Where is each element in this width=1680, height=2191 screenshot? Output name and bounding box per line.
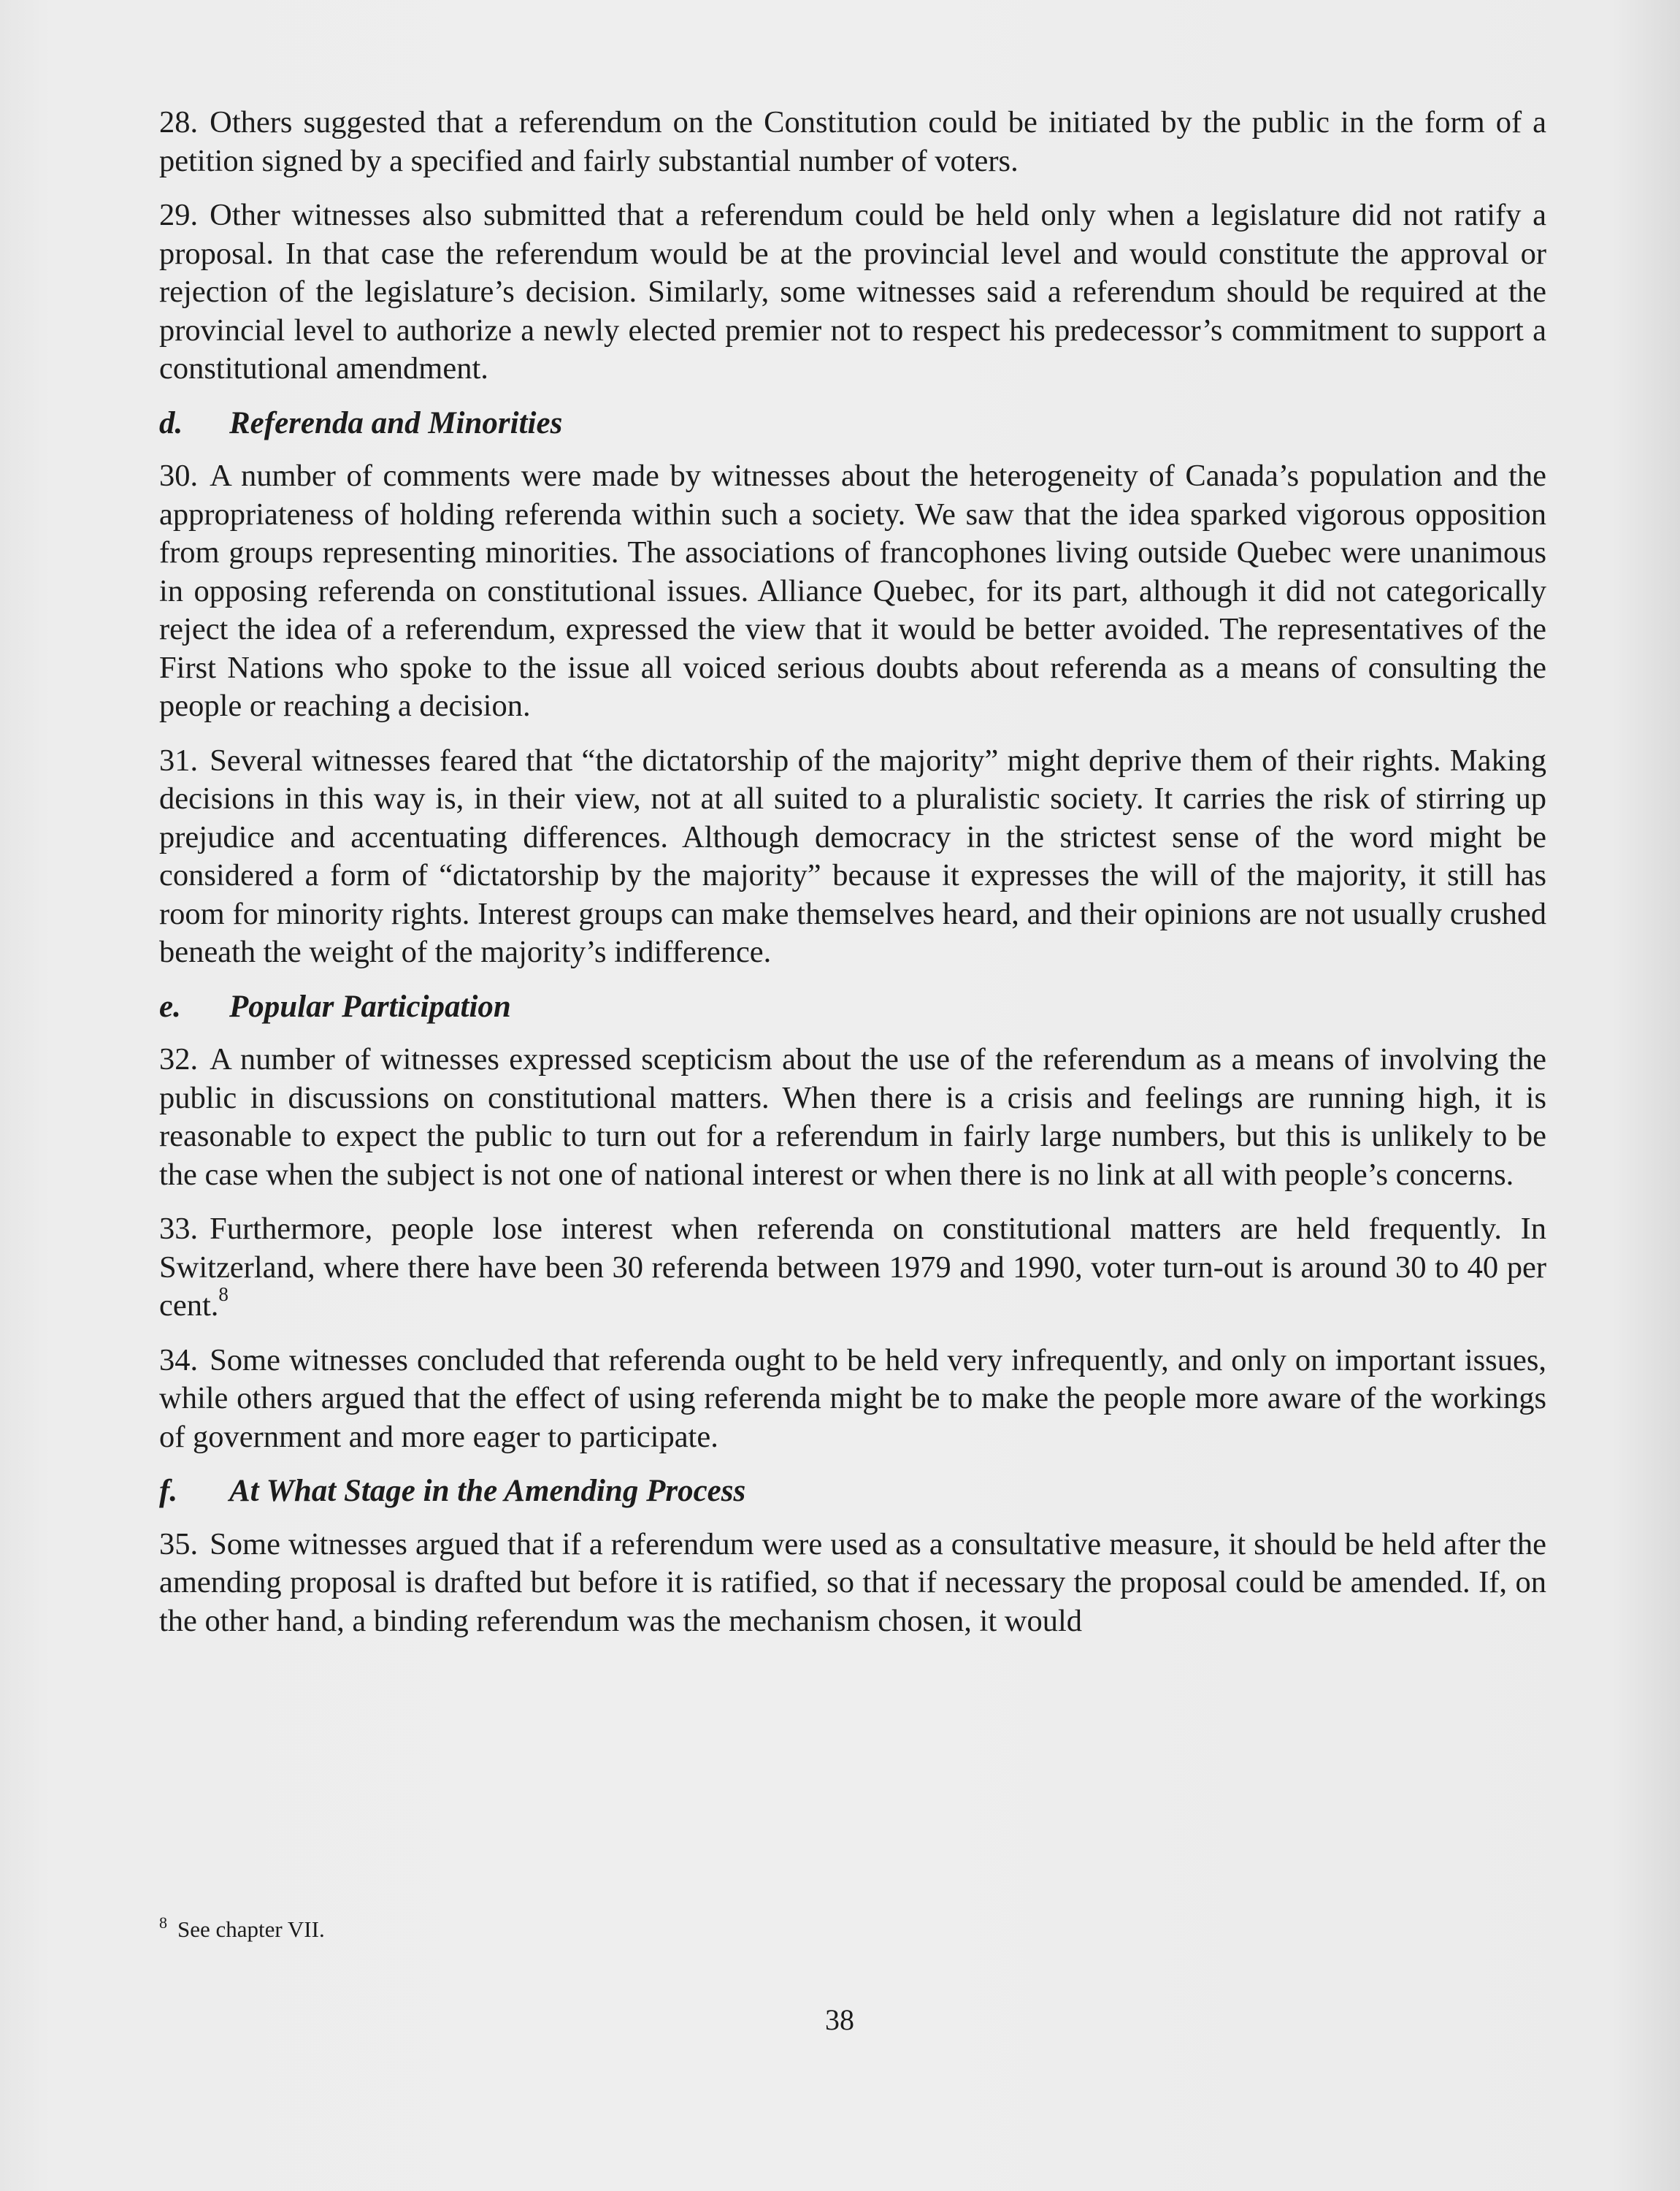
paragraph-text: Some witnesses concluded that referenda ought to be held very infrequently, and only on important issues, while others argued that the effect of using referenda might be to make the people more aware of the workings of government and more eager to participate. bbox=[159, 1342, 1546, 1454]
section-heading-e bbox=[159, 988, 1546, 1027]
paragraph-33 bbox=[159, 1210, 1546, 1326]
section-heading-d bbox=[159, 405, 1546, 443]
paragraph-32 bbox=[159, 1041, 1546, 1194]
footnote-reference[interactable]: 8 bbox=[218, 1283, 229, 1305]
paragraph-number: 29. bbox=[159, 198, 199, 232]
footnote bbox=[159, 1909, 1473, 1943]
paragraph-34 bbox=[159, 1342, 1546, 1457]
paragraph-number: 28. bbox=[159, 105, 199, 139]
footnote-text: See chapter VII. bbox=[177, 1916, 325, 1942]
paragraph-text: Several witnesses feared that “the dictatorship of the majority” might deprive them of their rights. Making decisions in this way is, in their view, not at all suited to a pluralistic society. It carries the risk of stirring up prejudice and accentuating differences. Although democracy in the strictest sense of the word might be considered a form of “dictatorship by the majority” because it expresses the will of the majority, it still has room for minority rights. Interest groups can make themselves heard, and their opinions are not usually crushed beneath the weight of the majority’s indifference. bbox=[159, 743, 1546, 969]
paragraph-text: Other witnesses also submitted that a referendum could be held only when a legislature did not ratify a proposal. In that case the referendum would be at the provincial level and would constitute the approval or rejection of the legislature’s decision. Similarly, some witnesses said a referendum should be required at the provincial level to authorize a newly elected premier not to respect his predecessor’s commitment to support a constitutional amendment. bbox=[159, 198, 1546, 386]
paragraph-29 bbox=[159, 196, 1546, 389]
paragraph-text: A number of witnesses expressed scepticism about the use of the referendum as a means of involving the public in discussions on constitutional matters. When there is a crisis and feelings are running high, it is reasonable to expect the public to turn out for a referendum in fairly large numbers, but this is unlikely to be the case when the subject is not one of national interest or when there is no link at all with people’s concerns. bbox=[159, 1042, 1546, 1192]
section-title: Popular Participation bbox=[229, 989, 511, 1024]
paragraph-text: Some witnesses argued that if a referendum were used as a consultative measure, it should be held after the amending proposal is drafted but before it is ratified, so that if necessary the proposal could be amended. If, on the other hand, a binding referendum was the mechanism chosen, it would bbox=[159, 1526, 1546, 1638]
paragraph-28 bbox=[159, 104, 1546, 180]
paragraph-number: 30. bbox=[159, 459, 199, 493]
page-body bbox=[159, 104, 1546, 1656]
section-letter: e. bbox=[159, 989, 181, 1024]
section-title: At What Stage in the Amending Process bbox=[229, 1474, 746, 1508]
paragraph-text: A number of comments were made by witnesses about the heterogeneity of Canada’s population and the appropriateness of holding referenda within such a society. We saw that the idea sparked vigorous opposition from groups representing minorities. The associations of francophones living outside Quebec were unanimous in opposing referenda on constitutional issues. Alliance Quebec, for its part, although it did not categorically reject the idea of a referendum, expressed the view that it would be better avoided. The representatives of the First Nations who spoke to the issue all voiced serious doubts about referenda as a means of consulting the people or reaching a decision. bbox=[159, 459, 1546, 723]
section-letter: f. bbox=[159, 1474, 178, 1508]
paragraph-text: Others suggested that a referendum on the Constitution could be initiated by the public in the form of a petition signed by a specified and fairly substantial number of voters. bbox=[159, 105, 1546, 178]
footnote-mark: 8 bbox=[159, 1913, 167, 1932]
section-letter: d. bbox=[159, 405, 183, 440]
paragraph-number: 32. bbox=[159, 1042, 199, 1077]
page-number: 38 bbox=[825, 2003, 854, 2036]
paragraph-number: 34. bbox=[159, 1342, 199, 1377]
paragraph-number: 35. bbox=[159, 1526, 199, 1561]
paragraph-31 bbox=[159, 742, 1546, 972]
paragraph-number: 33. bbox=[159, 1212, 199, 1246]
paragraph-35 bbox=[159, 1526, 1546, 1641]
section-title: Referenda and Minorities bbox=[229, 405, 563, 440]
section-heading-f bbox=[159, 1472, 1546, 1511]
paragraph-text: Furthermore, people lose interest when referenda on constitutional matters are held frequently. In Switzerland, where there have been 30 referenda between 1979 and 1990, voter turn-out is around 30 to 40 per cent. bbox=[159, 1212, 1546, 1323]
paragraph-number: 31. bbox=[159, 743, 199, 778]
paragraph-30 bbox=[159, 457, 1546, 726]
